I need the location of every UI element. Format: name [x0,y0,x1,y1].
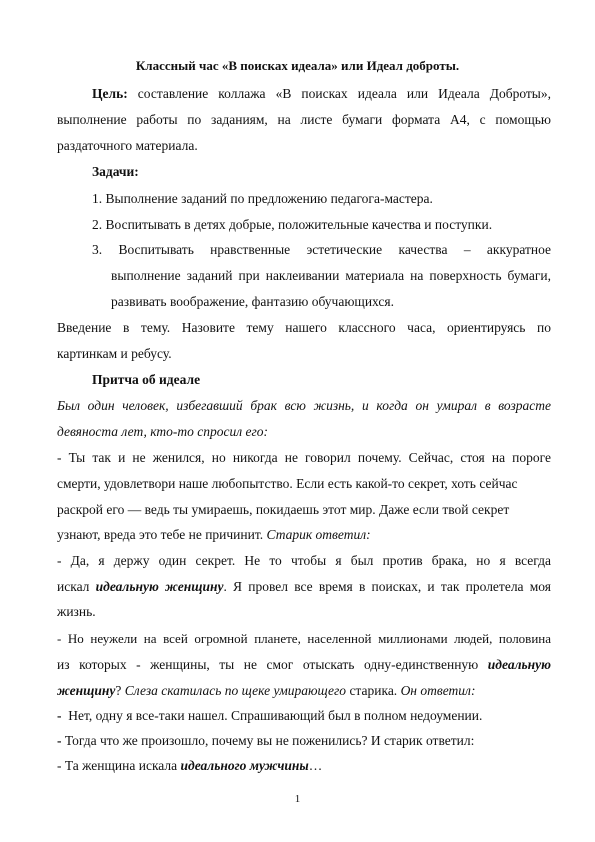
goal-label: Цель: [92,86,128,101]
parable-p7-line: - Та женщина искала идеального мужчины… [57,758,323,773]
parable-heading: Притча об идеале [92,372,201,387]
parable-p2-line-2: смерти, удовлетвори наше любопытство. Если есть какой-то секрет, хоть сейчас [57,476,518,491]
intro-line-1: Введение в тему. Назовите тему нашего классного часа, ориентируясь по [57,320,551,335]
parable-p1-line-2: девяноста лет, кто-то спросил его: [57,424,269,439]
parable-p2-line-1: - Ты так и не женился, но никогда не говорил почему. Сейчас, стоя на пороге [57,450,551,465]
parable-p3-line-2: искал идеальную женщину. Я провел все время в поисках, и так пролетела моя [57,579,551,594]
task-item-3-line-1: 3. Воспитывать нравственные эстетические качества – аккуратное [92,242,551,257]
parable-p3-line-3: жизнь. [57,604,96,619]
task-item-1: 1. Выполнение заданий по предложению педагога-мастера. [92,191,433,206]
goal-line-2: выполнение работы по заданиям, на листе бумаги формата А4, с помощью [57,112,551,127]
parable-p6-line: - Тогда что же произошло, почему вы не поженились? И старик ответил: [57,733,475,748]
task-item-2: 2. Воспитывать в детях добрые, положительные качества и поступки. [92,217,493,232]
parable-p4-line-2: из которых - женщины, ты не смог отыскать одну-единственную идеальную [57,657,552,672]
document-title: Классный час «В поисках идеала» или Идеал доброты. [135,58,460,73]
goal-line-1: Цель: составление коллажа «В поисках идеала или Идеала Доброты», [92,86,552,101]
page-number: 1 [294,793,301,805]
task-item-3-line-2: выполнение заданий при наклеивании материала на поверхность бумаги, [111,268,551,283]
task-item-3-line-3: развивать воображение, фантазию обучающихся. [111,294,394,309]
parable-p4-line-3: женщину? Слеза скатилась по щеке умирающего старика. Он ответил: [57,683,476,698]
intro-line-2: картинкам и ребусу. [57,346,172,361]
parable-p1-line-1: Был один человек, избегавший брак всю жизнь, и когда он умирал в возрасте [57,398,551,413]
goal-line-3: раздаточного материала. [57,138,198,153]
parable-p2-line-3: раскрой его — ведь ты умираешь, покидаешь этот мир. Даже если твой секрет [57,502,510,517]
parable-p3-line-1: - Да, я держу один секрет. Не то чтобы я был против брака, но я всегда [57,553,551,568]
parable-p2-line-4: узнают, вреда это тебе не причинит. Старик ответил: [57,527,371,542]
parable-p4-line-1: - Но неужели на всей огромной планете, населенной миллионами людей, половина [57,631,551,646]
parable-p5-line: - Нет, одну я все-таки нашел. Спрашивающий был в полном недоумении. [57,708,483,723]
tasks-label: Задачи: [92,164,139,179]
